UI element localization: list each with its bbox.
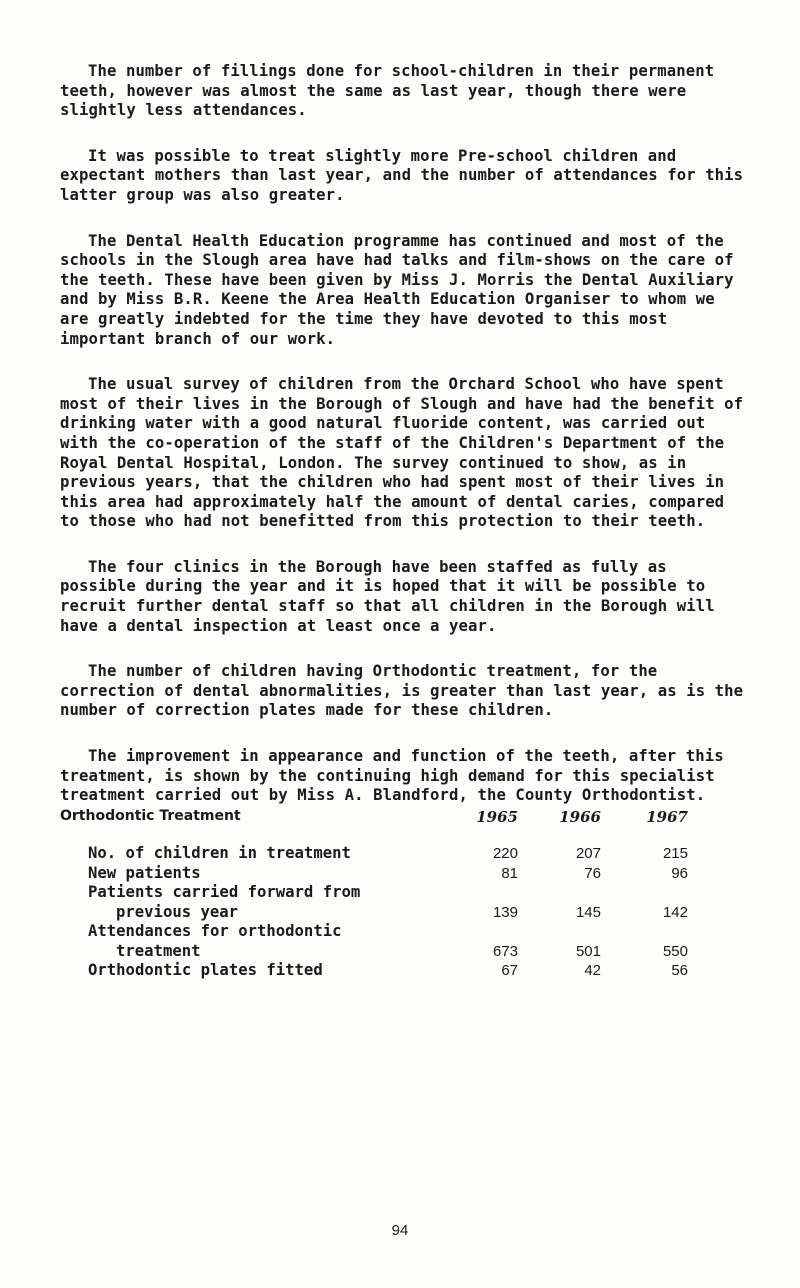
paragraph: The improvement in appearance and function of the teeth, after this treatment, is shown by the continuing high demand for this specialist treatment carried out by Miss A. Blandford, the County Orthodontist. xyxy=(60,747,724,805)
page-number: 94 xyxy=(391,1222,409,1239)
table-cell: 76 xyxy=(584,864,601,882)
orthodontic-table xyxy=(60,808,750,979)
table-row xyxy=(60,883,750,922)
table-cell: 67 xyxy=(501,962,518,979)
table-title: Orthodontic Treatment xyxy=(60,808,241,824)
body-text xyxy=(60,62,750,832)
table-row xyxy=(60,961,750,981)
paragraph: The four clinics in the Borough have been staffed as fully as possible during the year and it is hoped that it will be possible to recruit further dental staff so that all children in the Borough will have a dental inspection at least once a year. xyxy=(60,557,715,635)
table-cell: 96 xyxy=(671,864,688,882)
paragraph: The Dental Health Education programme has continued and most of the schools in the Slough area have had talks and film-shows on the care of the teeth. These have been given by Miss J. Morris the Dental Auxiliary and by Miss B.R. Keene the Area Health Education Organiser to whom we are greatly indebted for the time they have devoted to this most important branch of our work. xyxy=(60,231,734,348)
paragraph: The usual survey of children from the Orchard School who have spent most of their lives in the Borough of Slough and have had the benefit of drinking water with a good natural fluoride content, was carried out with the co-operation of the staff of the Children's Department of the Royal Dental Hospital, London. The survey continued to show, as in previous years, that the children who had spent most of their lives in this area had approximately half the amount of dental caries, compared to those who had not benefitted from this protection to their teeth. xyxy=(60,375,744,531)
table-cell: 550 xyxy=(662,942,688,960)
table-row xyxy=(60,864,750,884)
table-cell: 220 xyxy=(492,845,518,862)
row-label: Attendances for orthodontic treatment xyxy=(88,922,342,960)
table-cell: 673 xyxy=(492,942,518,960)
table-body xyxy=(60,844,750,981)
table-cell: 139 xyxy=(492,903,518,921)
year-header: 1966 xyxy=(559,808,601,826)
row-label: New patients xyxy=(88,863,201,882)
table-cell: 207 xyxy=(575,845,601,862)
paragraph: It was possible to treat slightly more Pre-school children and expectant mothers than last year, and the number of attendances for this latter group was also greater. xyxy=(60,146,744,204)
year-header: 1967 xyxy=(646,808,688,826)
paragraph: The number of fillings done for school-children in their permanent teeth, however was almost the same as last year, though there were slightly less attendances. xyxy=(60,62,715,120)
table-row xyxy=(60,844,750,864)
table-cell: 56 xyxy=(671,962,688,979)
paragraph: The number of children having Orthodontic treatment, for the correction of dental abnormalities, is greater than last year, as is the number of correction plates made for these children. xyxy=(60,662,744,720)
table-cell: 215 xyxy=(662,845,688,862)
table-cell: 81 xyxy=(501,864,518,882)
row-label: No. of children in treatment xyxy=(88,844,351,862)
table-row xyxy=(60,922,750,961)
row-label: Orthodontic plates fitted xyxy=(88,961,323,979)
table-cell: 501 xyxy=(575,942,601,960)
table-cell: 142 xyxy=(662,903,688,921)
row-label: Patients carried forward from previous year xyxy=(88,883,361,921)
table-header-row xyxy=(60,808,750,830)
year-header: 1965 xyxy=(476,808,518,826)
table-cell: 42 xyxy=(584,962,601,979)
table-cell: 145 xyxy=(575,903,601,921)
